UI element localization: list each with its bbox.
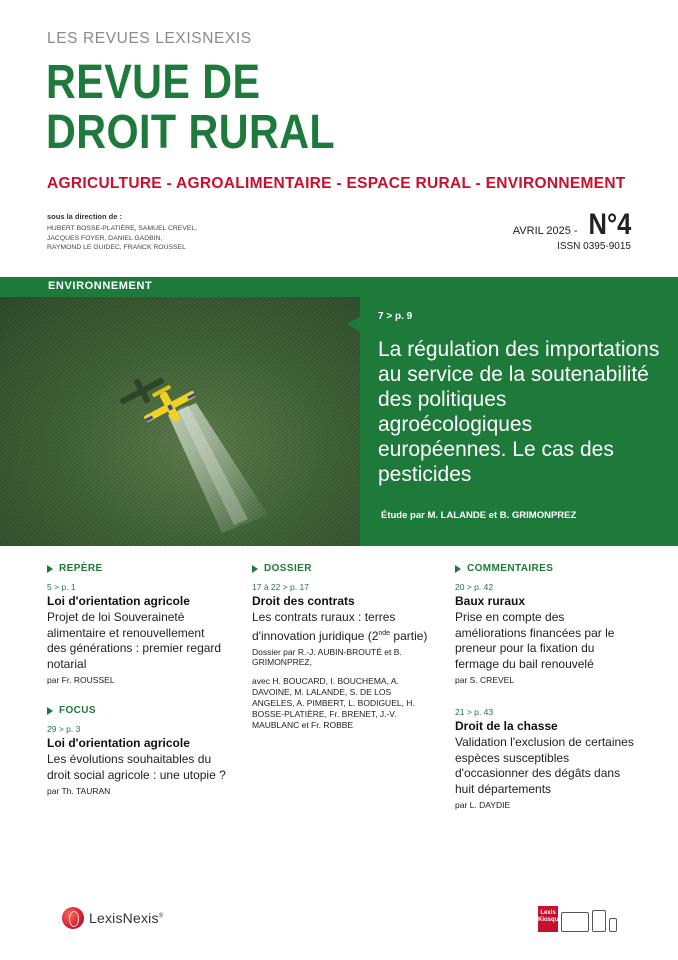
lexisnexis-logo-icon <box>62 907 84 929</box>
page-ref: 17 à 22 > p. 17 <box>252 582 309 592</box>
journal-title-line1: REVUE DE <box>46 56 261 109</box>
publisher-name <box>89 910 163 926</box>
section-heading-dossier <box>252 563 432 574</box>
column-dossier <box>252 563 432 731</box>
spacer <box>47 685 227 705</box>
page-ref: 29 > p. 3 <box>47 724 81 734</box>
article-title[interactable]: Loi d'orientation agricole <box>47 594 190 608</box>
direction-label: sous la direction de : <box>47 212 123 221</box>
series-name: LES REVUES LEXISNEXIS <box>47 30 252 47</box>
article-coauthors: avec H. BOUCARD, I. BOUCHEMA, A. DAVOINE, M. LALANDE, S. DE LOS ANGELES, A. PIMBERT, L. BODIGUEL, H. BOSSE-PLATIÈRE, Fr. BRENET, J.-V. MAUBLANC et Fr. ROBBE <box>252 676 415 730</box>
feature-byline: Étude par M. LALANDE et B. GRIMONPREZ <box>381 510 577 521</box>
page-ref: 20 > p. 42 <box>455 582 494 592</box>
phone-icon <box>609 918 617 932</box>
journal-title-line2: DROIT RURAL <box>46 106 336 159</box>
journal-title <box>46 58 335 158</box>
triangle-right-icon <box>47 707 53 715</box>
publisher-name-text: LexisNexis <box>89 910 159 926</box>
kiosk-label: Lexis Kiosque <box>538 906 558 932</box>
section-label: REPÈRE <box>59 563 103 574</box>
article-title[interactable]: Droit de la chasse <box>455 719 558 733</box>
feature-photo <box>0 297 360 546</box>
spacer <box>455 685 635 707</box>
direction-name-line: RAYMOND LE GUIDEC, FRANCK ROUSSEL <box>47 244 186 251</box>
article-desc-end: partie) <box>390 628 428 643</box>
issue-info <box>513 208 631 242</box>
section-band <box>0 277 678 297</box>
laptop-icon <box>561 912 589 932</box>
tablet-icon <box>592 910 606 932</box>
crop-duster-aerial-photo-icon <box>0 297 360 546</box>
article-desc: Projet de loi Souveraineté alimentaire et renouvellement des générations : premier regard notarial <box>47 610 222 671</box>
section-heading-repere <box>47 563 227 574</box>
page-ref: 21 > p. 43 <box>455 707 494 717</box>
kiosk-badge <box>538 906 617 932</box>
editorial-direction <box>47 212 247 253</box>
column-repere-focus <box>47 563 227 796</box>
publisher-logo <box>62 907 163 929</box>
page-ref: 5 > p. 1 <box>47 582 76 592</box>
section-label: FOCUS <box>59 705 96 716</box>
article-title[interactable]: Droit des contrats <box>252 594 355 608</box>
journal-tagline: AGRICULTURE - AGROALIMENTAIRE - ESPACE RURAL - ENVIRONNEMENT <box>47 175 626 192</box>
triangle-right-icon <box>455 565 461 573</box>
article-author: par Fr. ROUSSEL <box>47 675 115 685</box>
panel-notch <box>347 316 361 332</box>
article-desc <box>252 610 432 644</box>
feature-page-ref: 7 > p. 9 <box>378 311 413 322</box>
registered-mark: ® <box>158 913 164 920</box>
issue-date: AVRIL 2025 - <box>512 225 581 237</box>
article-desc-sup: nde <box>378 629 391 637</box>
article-desc: Validation l'exclusion de certaines espèces susceptibles d'occasionner des dégâts dans huit départements <box>455 735 634 796</box>
triangle-right-icon <box>252 565 258 573</box>
article-desc: Prise en compte des améliorations financées par le preneur pour la fixation du fermage du bail renouvelé <box>455 610 615 671</box>
article-title[interactable]: Loi d'orientation agricole <box>47 736 190 750</box>
article-desc: Les évolutions souhaitables du droit social agricole : une utopie ? <box>47 752 226 782</box>
direction-name-line: HUBERT BOSSE-PLATIÈRE, SAMUEL CREVEL, <box>47 225 198 232</box>
triangle-right-icon <box>47 565 53 573</box>
issue-number: N°4 <box>588 208 631 241</box>
section-label: COMMENTAIRES <box>467 563 554 574</box>
direction-names <box>47 224 247 253</box>
feature-section-label: ENVIRONNEMENT <box>48 280 153 292</box>
article-author: Dossier par R.-J. AUBIN-BROUTÉ et B. GRIMONPREZ, <box>252 647 402 667</box>
section-label: DOSSIER <box>264 563 312 574</box>
section-heading-commentaires <box>455 563 635 574</box>
article-author: par S. CREVEL <box>455 675 515 685</box>
section-heading-focus <box>47 705 227 716</box>
article-desc-main: Les contrats ruraux : terres d'innovation juridique (2 <box>252 610 396 643</box>
direction-name-line: JACQUES FOYER, DANIEL GADBIN, <box>47 234 163 242</box>
article-author: par Th. TAURAN <box>47 786 111 796</box>
column-commentaires <box>455 563 635 810</box>
article-author: par L. DAYDIE <box>455 800 511 810</box>
article-title[interactable]: Baux ruraux <box>455 594 526 608</box>
issn: ISSN 0395-9015 <box>557 241 631 252</box>
feature-title[interactable]: La régulation des importations au service de la soutenabilité des politiques agroécologiques européennes. Le cas des pesticides <box>378 338 660 486</box>
